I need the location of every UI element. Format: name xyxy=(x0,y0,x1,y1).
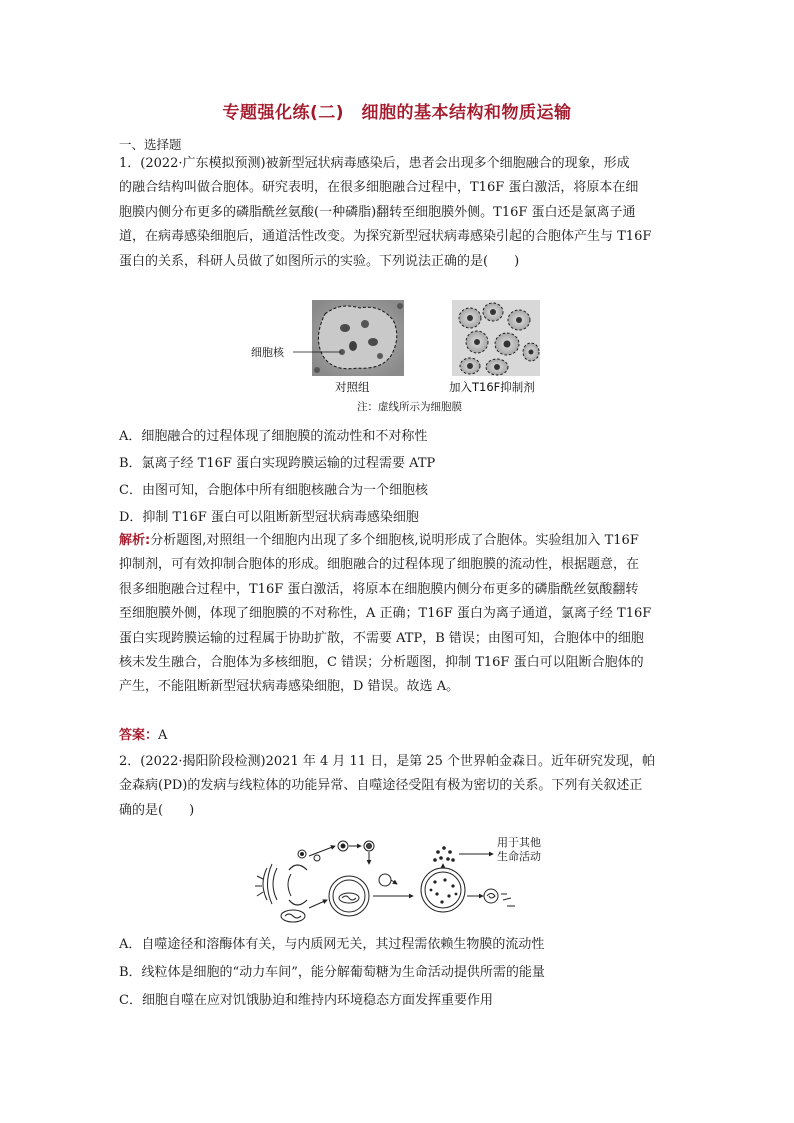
arrow-label-line-2: 生命活动 xyxy=(497,850,541,863)
question-1-line: 胞膜内侧分布更多的磷脂酰丝氨酸(一种磷脂)翻转至细胞膜外侧。T16F 蛋白还是氯离子通 xyxy=(119,204,636,220)
nucleus-label: 细胞核 xyxy=(251,346,284,359)
question-1-analysis xyxy=(119,529,675,700)
question-2-stem xyxy=(119,750,675,823)
arrow-label-line-1: 用于其他 xyxy=(497,836,541,849)
question-1-option-d: D．抑制 T16F 蛋白可以阻断新型冠状病毒感染细胞 xyxy=(119,510,419,525)
inhibitor-caption: 加入T16F抑制剂 xyxy=(449,380,535,394)
question-1-line: 蛋白的关系，科研人员做了如图所示的实验。下列说法正确的是( ) xyxy=(119,253,520,269)
analysis-line: 分析题图,对照组一个细胞内出现了多个细胞核,说明形成了合胞体。实验组加入 T16F xyxy=(150,533,639,548)
question-1-option-b: B．氯离子经 T16F 蛋白实现跨膜运输的过程需要 ATP xyxy=(119,456,436,471)
answer-label: 答案： xyxy=(119,728,159,743)
analysis-label: 解析: xyxy=(119,533,151,548)
analysis-line: 蛋白实现跨膜运输的过程属于协助扩散，不需要 ATP，B 错误；由图可知，合胞体中的细胞 xyxy=(119,630,644,646)
syncytium-membrane xyxy=(318,306,396,369)
analysis-line: 至细胞膜外侧，体现了细胞膜的不对称性，A 正确；T16F 蛋白为离子通道，氯离子经 T16F xyxy=(119,606,652,622)
analysis-line: 抑制剂，可有效抑制合胞体的形成。细胞融合的过程体现了细胞膜的流动性，根据题意，在 xyxy=(119,557,640,573)
question-1-line: 的融合结构叫做合胞体。研究表明，在很多细胞融合过程中，T16F 蛋白激活，将原本在细 xyxy=(119,180,639,196)
question-2-option-b: B．线粒体是细胞的“动力车间”，能分解葡萄糖为生命活动提供所需的能量 xyxy=(119,965,545,980)
question-2-option-a: A．自噬途径和溶酶体有关，与内质网无关，其过程需依赖生物膜的流动性 xyxy=(119,937,545,952)
question-2-line: 金森病(PD)的发病与线粒体的功能异常、自噬途径受阻有极为密切的关系。下列有关叙述正 xyxy=(119,778,643,794)
analysis-line: 核未发生融合，合胞体为多核细胞，C 错误；分析题图，抑制 T16F 蛋白可以阻断合胞体的 xyxy=(119,654,644,670)
analysis-line: 产生，不能阻断新型冠状病毒感染细胞，D 错误。故选 A。 xyxy=(119,679,460,695)
analysis-line: 很多细胞融合过程中，T16F 蛋白激活，将原本在细胞膜内侧分布更多的磷脂酰丝氨酸翻转 xyxy=(119,581,639,597)
answer-value: A xyxy=(158,728,168,743)
cell-fusion-figure xyxy=(245,296,555,416)
section-heading: 一、选择题 xyxy=(119,137,182,152)
question-1-answer xyxy=(119,724,167,743)
question-2-option-c: C．细胞自噬在应对饥饿胁迫和维持内环境稳态方面发挥重要作用 xyxy=(119,993,493,1008)
question-2-line: 2．(2022·揭阳阶段检测)2021 年 4 月 11 日，是第 25 个世界帕金森日。近年研究发现，帕 xyxy=(119,754,655,769)
question-1-line: 道，在病毒感染细胞后，通道活性改变。为探究新型冠状病毒感染引起的合胞体产生与 T16F xyxy=(119,229,652,245)
question-2-line: 确的是( ) xyxy=(119,802,195,818)
question-1-option-c: C．由图可知，合胞体中所有细胞核融合为一个细胞核 xyxy=(119,483,428,498)
question-1-stem xyxy=(119,152,675,274)
figure-note: 注：虚线所示为细胞膜 xyxy=(357,401,462,413)
question-1-option-a: A．细胞融合的过程体现了细胞膜的流动性和不对称性 xyxy=(119,429,428,444)
autophagy-diagram xyxy=(245,834,565,926)
control-caption: 对照组 xyxy=(335,380,370,394)
page-title: 专题强化练(二) 细胞的基本结构和物质运输 xyxy=(222,103,572,123)
question-1-line: 1．(2022·广东模拟预测)被新型冠状病毒感染后，患者会出现多个细胞融合的现象，形成 xyxy=(119,156,630,171)
